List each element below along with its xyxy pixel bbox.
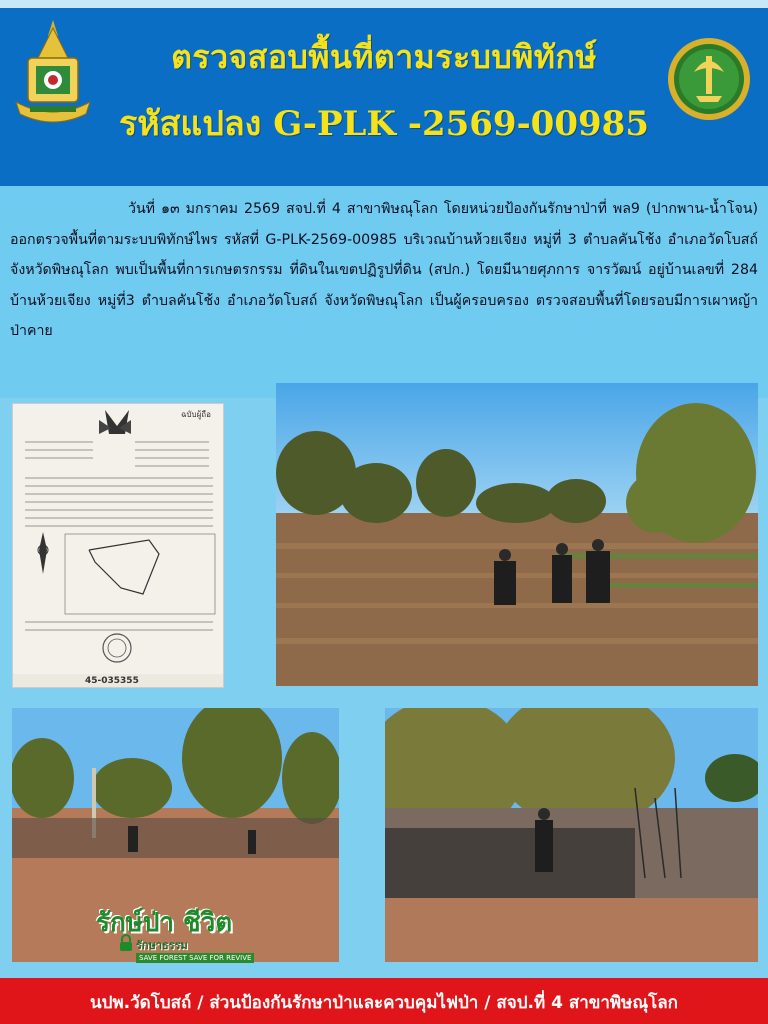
logo-main-text: รักษ์ป่า ชีวิต bbox=[96, 908, 233, 938]
logo-sub-text: รักษาธรรม bbox=[136, 939, 188, 952]
document-serial: 45-035355 bbox=[85, 676, 139, 686]
page-title: ตรวจสอบพื้นที่ตามระบบพิทักษ์ bbox=[171, 38, 597, 76]
header-banner bbox=[0, 8, 768, 186]
save-forest-logo bbox=[96, 902, 296, 972]
land-title-document-photo bbox=[12, 403, 224, 688]
footer-banner bbox=[0, 978, 768, 1024]
document-corner-label: ฉบับผู้ถือ bbox=[181, 410, 211, 419]
burned-area-photo-right bbox=[385, 708, 758, 962]
plot-code-title: รหัสแปลง G-PLK -2569-00985 bbox=[119, 104, 649, 144]
description-panel bbox=[0, 186, 768, 398]
lock-icon bbox=[118, 934, 134, 952]
description-text: วันที่ ๑๓ มกราคม 2569 สจป.ที่ 4 สาขาพิษณุโลก โดยหน่วยป้องกันรักษาป่าที่ พล9 (ปากพาน-น้ำโจน) ออกตรวจพื้นที่ตามระบบพิทักษ์ไพร รหัสที่ G-PLK-2569-00985 บริเวณบ้านห้วยเจียง หมู่ที่ 3 ตำบลคันโช้ง อำเภอวัดโบสถ์ จังหวัดพิษณุโลก พบเป็นพื้นที่การเกษตรกรรม ที่ดินในเขตปฏิรูปที่ดิน (สปก.) โดยมีนายศุภการ จารวัฒน์ อยู่บ้านเลขที่ 284 บ้านห้วยเจียง หมู่ที่3 ตำบลคันโช้ง อำเภอวัดโบสถ์ จังหวัดพิษณุโลก เป็นผู้ครอบครอง ตรวจสอบพื้นที่โดยรอบมีการเผาหญ้าป่าคาย bbox=[10, 201, 758, 339]
top-strip bbox=[0, 0, 768, 8]
document-graphic bbox=[13, 404, 224, 688]
footer-text: นปพ.วัดโบสถ์ / ส่วนป้องกันรักษาป่าและควบคุมไฟป่า / สจป.ที่ 4 สาขาพิษณุโลก bbox=[90, 993, 678, 1013]
logo-tagline: SAVE FOREST SAVE FOR REVIVE bbox=[136, 953, 254, 963]
field-inspection-photo bbox=[276, 383, 758, 686]
